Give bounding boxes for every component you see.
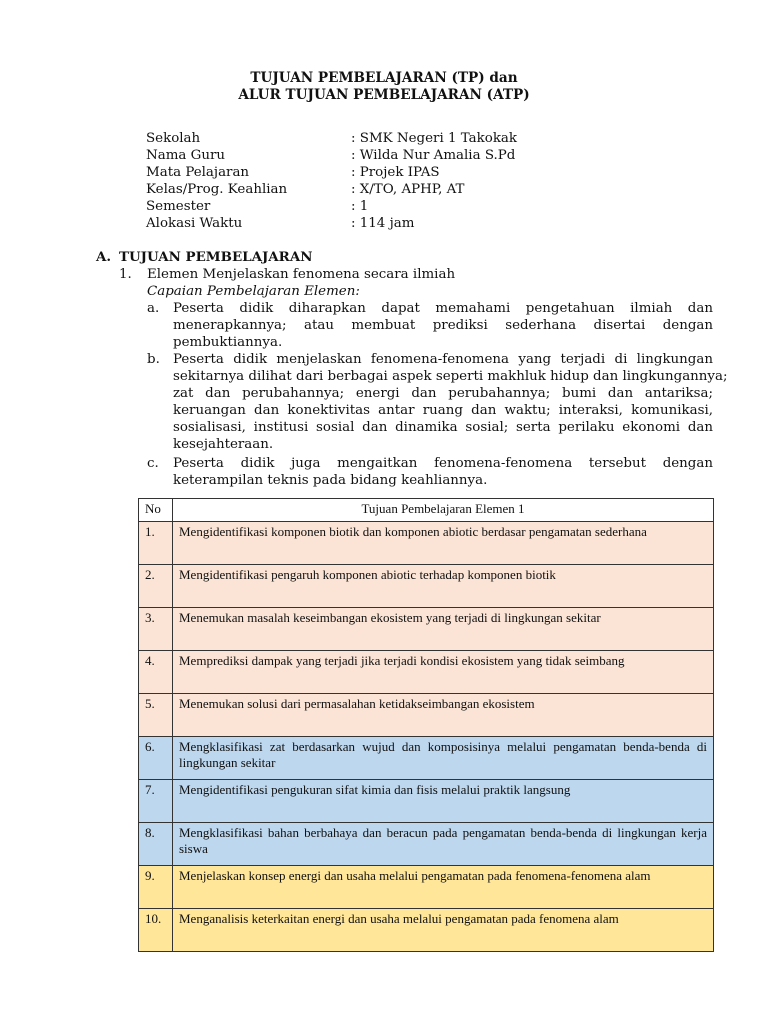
info-row-sekolah <box>146 130 517 147</box>
row-number: 6. <box>139 737 173 780</box>
info-label: Alokasi Waktu <box>146 216 243 231</box>
text-line: pembuktiannya. <box>173 335 283 350</box>
table-row <box>139 694 714 737</box>
info-label: Kelas/Prog. Keahlian <box>146 182 288 197</box>
row-text: Memprediksi dampak yang terjadi jika terjadi kondisi ekosistem yang tidak seimbang <box>173 651 714 694</box>
row-text: Menganalisis keterkaitan energi dan usaha melalui pengamatan pada fenomena alam <box>173 909 714 952</box>
row-number: 7. <box>139 780 173 823</box>
table-row <box>139 737 714 780</box>
table-header-row <box>139 499 714 522</box>
capaian-text <box>173 300 713 351</box>
row-text: Mengklasifikasi bahan berbahaya dan beracun pada pengamatan benda-benda di lingkungan kerja siswa <box>173 823 714 866</box>
list-marker: c. <box>147 456 159 471</box>
row-number: 2. <box>139 565 173 608</box>
capaian-item-b <box>147 351 728 453</box>
text-line: sosialisasi, institusi sosial dan dinamika sosial; serta perilaku ekonomi dan <box>173 420 713 435</box>
info-row-mata-pelajaran <box>146 164 517 181</box>
table-row <box>139 780 714 823</box>
info-label: Sekolah <box>146 131 201 146</box>
capaian-item-c <box>147 455 713 489</box>
info-label: Mata Pelajaran <box>146 165 250 180</box>
table-row <box>139 608 714 651</box>
text-line: Peserta didik diharapkan dapat memahami pengetahuan ilmiah dan <box>173 301 713 316</box>
table-row <box>139 866 714 909</box>
element-item-1 <box>119 266 455 283</box>
table-row <box>139 823 714 866</box>
row-text: Mengidentifikasi pengukuran sifat kimia dan fisis melalui praktik langsung <box>173 780 714 823</box>
info-row-nama-guru <box>146 147 517 164</box>
row-number: 5. <box>139 694 173 737</box>
row-number: 10. <box>139 909 173 952</box>
header-no: No <box>139 499 173 522</box>
section-heading-text: TUJUAN PEMBELAJARAN <box>119 249 313 265</box>
list-marker: b. <box>147 352 160 367</box>
info-value: : SMK Negeri 1 Takokak <box>351 131 518 146</box>
row-number: 3. <box>139 608 173 651</box>
capaian-item-a <box>147 300 713 351</box>
text-line: keruangan dan konektivitas antar ruang dan waktu; interaksi, komunikasi, <box>173 403 713 418</box>
row-text: Menemukan masalah keseimbangan ekosistem yang terjadi di lingkungan sekitar <box>173 608 714 651</box>
row-text: Menjelaskan konsep energi dan usaha melalui pengamatan pada fenomena-fenomena alam <box>173 866 714 909</box>
text-line: zat dan perubahannya; energi dan perubahannya; bumi dan antariksa; <box>173 386 713 401</box>
text-line: Peserta didik juga mengaitkan fenomena-fenomena tersebut dengan <box>173 456 713 471</box>
row-number: 4. <box>139 651 173 694</box>
row-number: 9. <box>139 866 173 909</box>
text-line: keterampilan teknis pada bidang keahliannya. <box>173 473 488 488</box>
info-row-semester <box>146 198 517 215</box>
row-number: 8. <box>139 823 173 866</box>
capaian-text <box>173 351 728 453</box>
info-value: : 114 jam <box>351 216 415 231</box>
header-title: Tujuan Pembelajaran Elemen 1 <box>173 499 714 522</box>
text-line: sekitarnya dilihat dari berbagai aspek seperti makhluk hidup dan lingkungannya; <box>173 369 728 384</box>
item-number: 1. <box>119 267 132 282</box>
document-title <box>0 70 768 104</box>
section-letter: A. <box>96 249 112 265</box>
text-line: menerapkannya; atau membuat prediksi sederhana disertai dengan <box>173 318 713 333</box>
item-text: Elemen Menjelaskan fenomena secara ilmiah <box>147 267 456 282</box>
info-value: : Projek IPAS <box>351 165 440 180</box>
section-a-heading <box>96 249 312 266</box>
learning-objectives-table <box>138 498 714 952</box>
info-label: Semester <box>146 199 211 214</box>
identity-info <box>146 130 517 232</box>
info-value: : Wilda Nur Amalia S.Pd <box>351 148 516 163</box>
row-text: Mengidentifikasi pengaruh komponen abiotic terhadap komponen biotik <box>173 565 714 608</box>
row-text: Mengklasifikasi zat berdasarkan wujud dan komposisinya melalui pengamatan benda-benda di lingkungan sekitar <box>173 737 714 780</box>
table-row <box>139 909 714 952</box>
title-line-1: TUJUAN PEMBELAJARAN (TP) dan <box>250 70 518 86</box>
table-row <box>139 522 714 565</box>
text-line: Peserta didik menjelaskan fenomena-fenomena yang terjadi di lingkungan <box>173 352 713 367</box>
info-row-alokasi-waktu <box>146 215 517 232</box>
info-value: : 1 <box>351 199 369 214</box>
list-marker: a. <box>147 301 160 316</box>
text-line: kesejahteraan. <box>173 437 274 452</box>
table-row <box>139 651 714 694</box>
title-line-2: ALUR TUJUAN PEMBELAJARAN (ATP) <box>238 87 530 103</box>
capaian-label: Capaian Pembelajaran Elemen: <box>147 284 360 299</box>
row-text: Menemukan solusi dari permasalahan ketidakseimbangan ekosistem <box>173 694 714 737</box>
row-text: Mengidentifikasi komponen biotik dan komponen abiotic berdasar pengamatan sederhana <box>173 522 714 565</box>
info-value: : X/TO, APHP, AT <box>351 182 465 197</box>
row-number: 1. <box>139 522 173 565</box>
table-row <box>139 565 714 608</box>
info-row-kelas <box>146 181 517 198</box>
capaian-text <box>173 455 713 489</box>
info-label: Nama Guru <box>146 148 225 163</box>
